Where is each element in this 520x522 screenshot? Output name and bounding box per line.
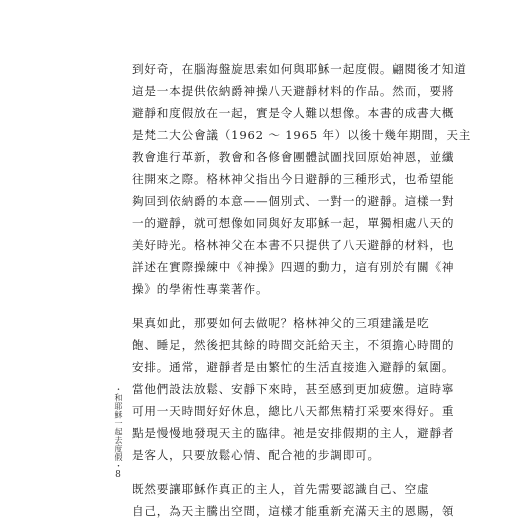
- text-line: 夠回到依納爵的本意——個別式、一對一的避靜。這樣一對: [132, 194, 455, 208]
- paragraph-2: [132, 312, 455, 466]
- text-line: 這是一本提供依納爵神操八天避靜材料的作品。然而，要將: [132, 84, 455, 98]
- running-title: ・和耶穌一起去度假・: [114, 385, 123, 470]
- text-line: 飽、睡足，然後把其餘的時間交託給天主，不須擔心時間的: [132, 338, 455, 352]
- text-line: 安排。通常，避靜者是由繁忙的生活直接進入避靜的氣圍。: [132, 360, 455, 374]
- page-number: 8: [115, 470, 121, 480]
- text-line: 當他們設法放鬆、安靜下來時，甚至感到更加疲憊。這時寧: [132, 382, 455, 396]
- text-line: 點是慢慢地發現天主的臨律。祂是安排假期的主人，避靜者: [132, 426, 455, 440]
- paragraph-1: [132, 58, 472, 300]
- text-line: 是梵二大公會議（1962 ～ 1965 年）以後十幾年期間，天主: [132, 128, 472, 142]
- paragraph-spacer: [132, 466, 392, 478]
- text-line: 自己，為天主騰出空間，這樣才能重新充滿天主的恩賜，領: [132, 504, 455, 518]
- text-line: 既然要讓耶穌作真正的主人，首先需要認識自己、空虛: [132, 482, 430, 496]
- text-line: 是客人，只要放鬆心情、配合祂的步調即可。: [132, 448, 380, 462]
- text-line: 避靜和度假放在一起，實是令人難以想像。本書的成書大概: [132, 106, 455, 120]
- text-line: 詳述在實際操練中《神操》四週的動力，這有別於有關《神: [132, 260, 455, 274]
- text-line: 一的避靜，就可想像如同與好友耶穌一起，單獨相處八天的: [132, 216, 455, 230]
- paragraph-spacer: [132, 300, 392, 312]
- text-line: 操》的學術性專業著作。: [132, 282, 269, 296]
- text-line: 到好奇，在腦海盤旋思索如何與耶穌一起度假。翩閱後才知道: [132, 62, 467, 76]
- text-line: 教會進行革新，教會和各修會團體試圖找回原始神恩，並纖: [132, 150, 455, 164]
- text-line: 可用一天時間好好休息，總比八天都焦精打采要來得好。重: [132, 404, 455, 418]
- body-text: [132, 58, 472, 522]
- text-line: 果真如此，那要如何去做呢？格林神父的三項建議是吃: [132, 316, 430, 330]
- text-line: 往開來之際。格林神父指出今日避靜的三種形式，也希望能: [132, 172, 455, 186]
- text-line: 美好時光。格林神父在本書不只提供了八天避靜的材料，也: [132, 238, 455, 252]
- paragraph-3: [132, 478, 455, 522]
